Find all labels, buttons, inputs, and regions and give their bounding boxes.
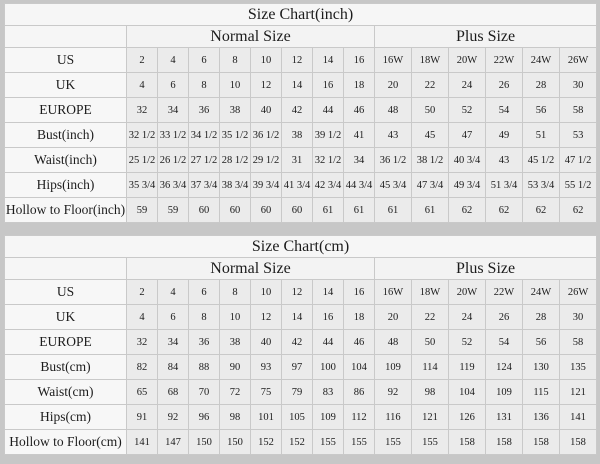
size-value-cell: 24: [449, 73, 486, 98]
size-value-cell: 20: [375, 73, 412, 98]
size-value-cell: 29 1/2: [251, 148, 282, 173]
table-row: [5, 355, 597, 380]
size-value-cell: 68: [158, 380, 189, 405]
size-value-cell: 38: [282, 123, 313, 148]
size-value-cell: 42: [282, 98, 313, 123]
size-value-cell: 12: [282, 280, 313, 305]
size-value-cell: 22: [412, 73, 449, 98]
size-value-cell: 38 3/4: [220, 173, 251, 198]
size-value-cell: 12: [251, 73, 282, 98]
size-value-cell: 141: [560, 405, 597, 430]
size-value-cell: 6: [158, 305, 189, 330]
size-value-cell: 35 3/4: [127, 173, 158, 198]
size-chart-cm-table: [4, 235, 597, 455]
size-value-cell: 152: [282, 430, 313, 455]
size-value-cell: 38 1/2: [412, 148, 449, 173]
size-value-cell: 51 3/4: [486, 173, 523, 198]
row-label: Bust(inch): [5, 123, 127, 148]
size-value-cell: 16: [344, 280, 375, 305]
size-value-cell: 100: [313, 355, 344, 380]
size-value-cell: 20W: [449, 48, 486, 73]
size-value-cell: 14: [282, 305, 313, 330]
size-value-cell: 20: [375, 305, 412, 330]
size-value-cell: 31: [282, 148, 313, 173]
size-value-cell: 47 3/4: [412, 173, 449, 198]
row-label: EUROPE: [5, 330, 127, 355]
size-value-cell: 16: [313, 73, 344, 98]
size-value-cell: 46: [344, 98, 375, 123]
size-value-cell: 18W: [412, 280, 449, 305]
size-value-cell: 135: [560, 355, 597, 380]
row-label: Hollow to Floor(inch): [5, 198, 127, 223]
size-value-cell: 30: [560, 305, 597, 330]
size-value-cell: 60: [282, 198, 313, 223]
size-value-cell: 45 1/2: [523, 148, 560, 173]
size-value-cell: 35 1/2: [220, 123, 251, 148]
size-value-cell: 4: [158, 280, 189, 305]
size-value-cell: 6: [189, 280, 220, 305]
size-value-cell: 88: [189, 355, 220, 380]
size-value-cell: 18: [344, 73, 375, 98]
size-value-cell: 158: [523, 430, 560, 455]
size-value-cell: 43: [375, 123, 412, 148]
size-value-cell: 2: [127, 48, 158, 73]
size-value-cell: 38: [220, 330, 251, 355]
size-value-cell: 61: [375, 198, 412, 223]
size-value-cell: 114: [412, 355, 449, 380]
size-value-cell: 48: [375, 98, 412, 123]
size-value-cell: 92: [375, 380, 412, 405]
size-value-cell: 4: [127, 305, 158, 330]
size-value-cell: 38: [220, 98, 251, 123]
size-value-cell: 26W: [560, 48, 597, 73]
size-value-cell: 8: [220, 48, 251, 73]
size-value-cell: 45: [412, 123, 449, 148]
row-label: US: [5, 280, 127, 305]
size-value-cell: 8: [189, 305, 220, 330]
size-value-cell: 44 3/4: [344, 173, 375, 198]
size-value-cell: 40: [251, 98, 282, 123]
size-value-cell: 65: [127, 380, 158, 405]
plus-size-header: Plus Size: [375, 258, 597, 280]
size-value-cell: 34: [344, 148, 375, 173]
size-value-cell: 34: [158, 98, 189, 123]
size-value-cell: 22: [412, 305, 449, 330]
table-row: [5, 123, 597, 148]
size-value-cell: 116: [375, 405, 412, 430]
size-value-cell: 22W: [486, 48, 523, 73]
size-value-cell: 47 1/2: [560, 148, 597, 173]
size-value-cell: 32 1/2: [313, 148, 344, 173]
size-value-cell: 155: [313, 430, 344, 455]
size-value-cell: 18W: [412, 48, 449, 73]
row-label: Hips(inch): [5, 173, 127, 198]
size-value-cell: 121: [560, 380, 597, 405]
row-label: US: [5, 48, 127, 73]
size-value-cell: 84: [158, 355, 189, 380]
size-value-cell: 50: [412, 98, 449, 123]
size-value-cell: 50: [412, 330, 449, 355]
size-value-cell: 62: [523, 198, 560, 223]
size-value-cell: 24W: [523, 48, 560, 73]
size-value-cell: 41 3/4: [282, 173, 313, 198]
size-chart-inch-table: [4, 3, 597, 223]
size-value-cell: 56: [523, 98, 560, 123]
size-value-cell: 36 1/2: [375, 148, 412, 173]
table-row: [5, 330, 597, 355]
row-label: Hollow to Floor(cm): [5, 430, 127, 455]
size-value-cell: 34 1/2: [189, 123, 220, 148]
size-value-cell: 27 1/2: [189, 148, 220, 173]
size-value-cell: 90: [220, 355, 251, 380]
size-value-cell: 32 1/2: [127, 123, 158, 148]
size-value-cell: 75: [251, 380, 282, 405]
size-value-cell: 30: [560, 73, 597, 98]
size-value-cell: 22W: [486, 280, 523, 305]
size-value-cell: 58: [560, 330, 597, 355]
size-value-cell: 14: [313, 280, 344, 305]
size-value-cell: 54: [486, 98, 523, 123]
size-value-cell: 36 3/4: [158, 173, 189, 198]
size-value-cell: 147: [158, 430, 189, 455]
size-value-cell: 155: [412, 430, 449, 455]
table-row: [5, 305, 597, 330]
size-value-cell: 28: [523, 305, 560, 330]
size-value-cell: 12: [282, 48, 313, 73]
size-value-cell: 155: [375, 430, 412, 455]
size-value-cell: 104: [344, 355, 375, 380]
row-label: Waist(cm): [5, 380, 127, 405]
size-value-cell: 130: [523, 355, 560, 380]
size-value-cell: 26: [486, 305, 523, 330]
size-value-cell: 33 1/2: [158, 123, 189, 148]
size-value-cell: 2: [127, 280, 158, 305]
size-value-cell: 10: [251, 280, 282, 305]
size-value-cell: 109: [313, 405, 344, 430]
size-value-cell: 51: [523, 123, 560, 148]
size-value-cell: 109: [486, 380, 523, 405]
size-value-cell: 28: [523, 73, 560, 98]
size-value-cell: 61: [313, 198, 344, 223]
size-value-cell: 124: [486, 355, 523, 380]
table-row: [5, 148, 597, 173]
size-value-cell: 10: [251, 48, 282, 73]
size-value-cell: 98: [412, 380, 449, 405]
size-value-cell: 54: [486, 330, 523, 355]
corner-cell: [5, 258, 127, 280]
size-value-cell: 59: [158, 198, 189, 223]
size-value-cell: 101: [251, 405, 282, 430]
size-value-cell: 53: [560, 123, 597, 148]
table-row: [5, 380, 597, 405]
size-value-cell: 112: [344, 405, 375, 430]
table-row: [5, 48, 597, 73]
size-value-cell: 34: [158, 330, 189, 355]
size-value-cell: 6: [158, 73, 189, 98]
size-value-cell: 36: [189, 98, 220, 123]
size-value-cell: 62: [486, 198, 523, 223]
size-value-cell: 42: [282, 330, 313, 355]
size-value-cell: 52: [449, 98, 486, 123]
section-header-row: [5, 258, 597, 280]
size-value-cell: 41: [344, 123, 375, 148]
table-row: [5, 73, 597, 98]
table-title-row: [5, 236, 597, 258]
size-value-cell: 10: [220, 73, 251, 98]
row-label: Waist(inch): [5, 148, 127, 173]
size-value-cell: 72: [220, 380, 251, 405]
size-value-cell: 152: [251, 430, 282, 455]
size-value-cell: 16W: [375, 280, 412, 305]
size-value-cell: 16: [313, 305, 344, 330]
size-value-cell: 14: [313, 48, 344, 73]
size-value-cell: 49: [486, 123, 523, 148]
size-value-cell: 40 3/4: [449, 148, 486, 173]
size-value-cell: 59: [127, 198, 158, 223]
size-value-cell: 42 3/4: [313, 173, 344, 198]
size-value-cell: 12: [251, 305, 282, 330]
size-value-cell: 56: [523, 330, 560, 355]
size-value-cell: 14: [282, 73, 313, 98]
size-value-cell: 55 1/2: [560, 173, 597, 198]
size-value-cell: 26 1/2: [158, 148, 189, 173]
size-value-cell: 60: [189, 198, 220, 223]
size-value-cell: 24: [449, 305, 486, 330]
size-value-cell: 97: [282, 355, 313, 380]
size-value-cell: 126: [449, 405, 486, 430]
size-value-cell: 61: [344, 198, 375, 223]
size-value-cell: 45 3/4: [375, 173, 412, 198]
size-value-cell: 62: [449, 198, 486, 223]
table-row: [5, 198, 597, 223]
size-value-cell: 150: [189, 430, 220, 455]
size-value-cell: 158: [486, 430, 523, 455]
size-value-cell: 93: [251, 355, 282, 380]
size-value-cell: 28 1/2: [220, 148, 251, 173]
size-value-cell: 26W: [560, 280, 597, 305]
table-row: [5, 280, 597, 305]
table-row: [5, 405, 597, 430]
plus-size-header: Plus Size: [375, 26, 597, 48]
size-value-cell: 52: [449, 330, 486, 355]
corner-cell: [5, 26, 127, 48]
size-value-cell: 25 1/2: [127, 148, 158, 173]
size-value-cell: 82: [127, 355, 158, 380]
size-value-cell: 10: [220, 305, 251, 330]
size-value-cell: 32: [127, 98, 158, 123]
size-value-cell: 61: [412, 198, 449, 223]
size-value-cell: 44: [313, 330, 344, 355]
size-value-cell: 86: [344, 380, 375, 405]
size-value-cell: 16W: [375, 48, 412, 73]
table-row: [5, 173, 597, 198]
size-value-cell: 155: [344, 430, 375, 455]
size-value-cell: 115: [523, 380, 560, 405]
size-value-cell: 39 3/4: [251, 173, 282, 198]
size-value-cell: 150: [220, 430, 251, 455]
size-value-cell: 104: [449, 380, 486, 405]
table-title: Size Chart(inch): [5, 4, 597, 26]
size-value-cell: 39 1/2: [313, 123, 344, 148]
size-value-cell: 4: [127, 73, 158, 98]
size-value-cell: 119: [449, 355, 486, 380]
size-value-cell: 18: [344, 305, 375, 330]
size-value-cell: 131: [486, 405, 523, 430]
size-value-cell: 43: [486, 148, 523, 173]
size-value-cell: 96: [189, 405, 220, 430]
size-value-cell: 98: [220, 405, 251, 430]
normal-size-header: Normal Size: [127, 258, 375, 280]
size-value-cell: 24W: [523, 280, 560, 305]
row-label: EUROPE: [5, 98, 127, 123]
row-label: UK: [5, 73, 127, 98]
size-value-cell: 62: [560, 198, 597, 223]
size-value-cell: 70: [189, 380, 220, 405]
size-value-cell: 141: [127, 430, 158, 455]
size-value-cell: 8: [220, 280, 251, 305]
size-value-cell: 16: [344, 48, 375, 73]
table-row: [5, 430, 597, 455]
size-value-cell: 46: [344, 330, 375, 355]
size-value-cell: 36 1/2: [251, 123, 282, 148]
size-value-cell: 44: [313, 98, 344, 123]
size-value-cell: 48: [375, 330, 412, 355]
size-value-cell: 32: [127, 330, 158, 355]
size-value-cell: 60: [251, 198, 282, 223]
table-title: Size Chart(cm): [5, 236, 597, 258]
size-value-cell: 20W: [449, 280, 486, 305]
size-value-cell: 6: [189, 48, 220, 73]
size-value-cell: 58: [560, 98, 597, 123]
size-value-cell: 40: [251, 330, 282, 355]
size-value-cell: 26: [486, 73, 523, 98]
table-title-row: [5, 4, 597, 26]
normal-size-header: Normal Size: [127, 26, 375, 48]
row-label: Bust(cm): [5, 355, 127, 380]
size-value-cell: 109: [375, 355, 412, 380]
size-value-cell: 91: [127, 405, 158, 430]
section-header-row: [5, 26, 597, 48]
size-value-cell: 121: [412, 405, 449, 430]
size-value-cell: 92: [158, 405, 189, 430]
size-value-cell: 47: [449, 123, 486, 148]
size-value-cell: 37 3/4: [189, 173, 220, 198]
table-row: [5, 98, 597, 123]
size-value-cell: 60: [220, 198, 251, 223]
size-value-cell: 79: [282, 380, 313, 405]
size-value-cell: 4: [158, 48, 189, 73]
size-value-cell: 158: [560, 430, 597, 455]
size-value-cell: 83: [313, 380, 344, 405]
size-value-cell: 8: [189, 73, 220, 98]
size-value-cell: 105: [282, 405, 313, 430]
row-label: UK: [5, 305, 127, 330]
size-value-cell: 136: [523, 405, 560, 430]
row-label: Hips(cm): [5, 405, 127, 430]
size-value-cell: 158: [449, 430, 486, 455]
size-value-cell: 36: [189, 330, 220, 355]
size-value-cell: 49 3/4: [449, 173, 486, 198]
size-value-cell: 53 3/4: [523, 173, 560, 198]
